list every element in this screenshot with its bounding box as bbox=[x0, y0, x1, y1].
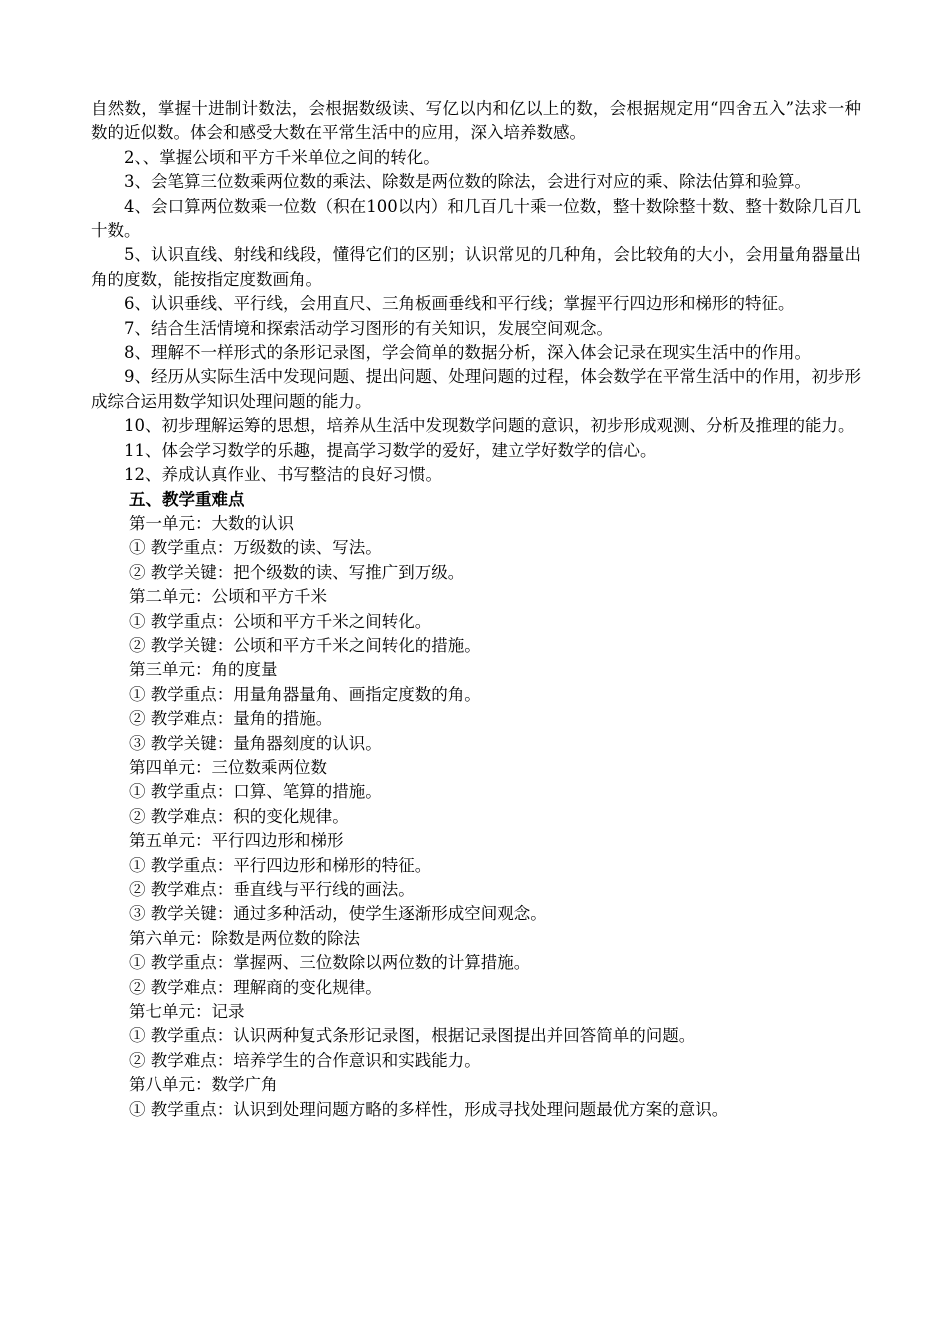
goal-item: 6、认识垂线、平行线，会用直尺、三角板画垂线和平行线；掌握平行四边形和梯形的特征。 bbox=[124, 294, 795, 314]
unit-item: ① 教学重点：用量角器量角、画指定度数的角。 bbox=[129, 684, 481, 704]
unit-item: ① 教学重点：口算、笔算的措施。 bbox=[129, 782, 382, 802]
unit-block bbox=[91, 585, 861, 658]
goal-item: 8、理解不一样形式的条形记录图，学会简单的数据分析，深入体会记录在现实生活中的作用。 bbox=[124, 343, 811, 363]
goal-item: 3、会笔算三位数乘两位数的乘法、除数是两位数的除法，会进行对应的乘、除法估算和验算。 bbox=[124, 172, 811, 192]
unit-block bbox=[91, 658, 861, 756]
unit-block bbox=[91, 829, 861, 927]
goal-item: 10、初步理解运筹的思想，培养从生活中发现数学问题的意识，初步形成观测、分析及推理的能力。 bbox=[124, 416, 855, 436]
goal-item: 5、认识直线、射线和线段，懂得它们的区别；认识常见的几种角，会比较角的大小，会用量角器量出角的度数，能按指定度数画角。 bbox=[91, 245, 861, 289]
unit-item: ① 教学重点：认识两种复式条形记录图，根据记录图提出并回答简单的问题。 bbox=[129, 1026, 696, 1046]
unit-block bbox=[91, 756, 861, 829]
goal-item: 11、体会学习数学的乐趣，提高学习数学的爱好，建立学好数学的信心。 bbox=[124, 440, 657, 460]
unit-item: ② 教学难点：理解商的变化规律。 bbox=[129, 977, 382, 997]
unit-block bbox=[91, 1073, 861, 1122]
unit-title: 第八单元：数学广角 bbox=[129, 1075, 278, 1095]
unit-item: ③ 教学关键：量角器刻度的认识。 bbox=[129, 733, 382, 753]
unit-title: 第四单元：三位数乘两位数 bbox=[129, 757, 327, 777]
goal-item: 12、养成认真作业、书写整洁的良好习惯。 bbox=[124, 465, 442, 485]
goal-item: 2、、掌握公顷和平方千米单位之间的转化。 bbox=[124, 147, 440, 167]
unit-item: ② 教学难点：量角的措施。 bbox=[129, 709, 333, 729]
document-page bbox=[91, 97, 861, 1122]
unit-block bbox=[91, 512, 861, 585]
goal-item: 9、经历从实际生活中发现问题、提出问题、处理问题的过程，体会数学在平常生活中的作用，初步形成综合运用数学知识处理问题的能力。 bbox=[91, 367, 861, 411]
unit-title: 第五单元：平行四边形和梯形 bbox=[129, 831, 344, 851]
unit-title: 第七单元：记录 bbox=[129, 1002, 245, 1022]
unit-title: 第六单元：除数是两位数的除法 bbox=[129, 928, 360, 948]
intro-paragraph: 自然数，掌握十进制计数法，会根据数级读、写亿以内和亿以上的数，会根据规定用“四舍五入”法求一种数的近似数。体会和感受大数在平常生活中的应用，深入培养数感。 bbox=[91, 99, 861, 143]
unit-item: ③ 教学关键：通过多种活动，使学生逐渐形成空间观念。 bbox=[129, 904, 547, 924]
unit-item: ② 教学难点：垂直线与平行线的画法。 bbox=[129, 880, 415, 899]
unit-item: ① 教学重点：掌握两、三位数除以两位数的计算措施。 bbox=[129, 953, 531, 973]
unit-item: ② 教学关键：把个级数的读、写推广到万级。 bbox=[129, 562, 465, 582]
unit-item: ② 教学难点：积的变化规律。 bbox=[129, 806, 349, 826]
section-heading: 五、教学重难点 bbox=[129, 489, 245, 509]
unit-item: ① 教学重点：公顷和平方千米之间转化。 bbox=[129, 611, 432, 631]
unit-block bbox=[91, 927, 861, 1000]
unit-title: 第二单元：公顷和平方千米 bbox=[129, 587, 327, 607]
unit-title: 第一单元：大数的认识 bbox=[129, 513, 294, 533]
unit-item: ① 教学重点：平行四边形和梯形的特征。 bbox=[129, 855, 432, 875]
unit-title: 第三单元：角的度量 bbox=[129, 660, 278, 680]
unit-item: ① 教学重点：万级数的读、写法。 bbox=[129, 538, 382, 558]
unit-block bbox=[91, 1000, 861, 1073]
goal-item: 4、会口算两位数乘一位数（积在100以内）和几百几十乘一位数，整十数除整十数、整十数除几百几十数。 bbox=[91, 196, 861, 241]
goal-item: 7、结合生活情境和探索活动学习图形的有关知识，发展空间观念。 bbox=[124, 318, 613, 338]
unit-item: ② 教学难点：培养学生的合作意识和实践能力。 bbox=[129, 1050, 481, 1070]
unit-item: ① 教学重点：认识到处理问题方略的多样性，形成寻找处理问题最优方案的意识。 bbox=[129, 1099, 729, 1119]
goals-list bbox=[91, 146, 861, 488]
unit-item: ② 教学关键：公顷和平方千米之间转化的措施。 bbox=[129, 635, 481, 655]
